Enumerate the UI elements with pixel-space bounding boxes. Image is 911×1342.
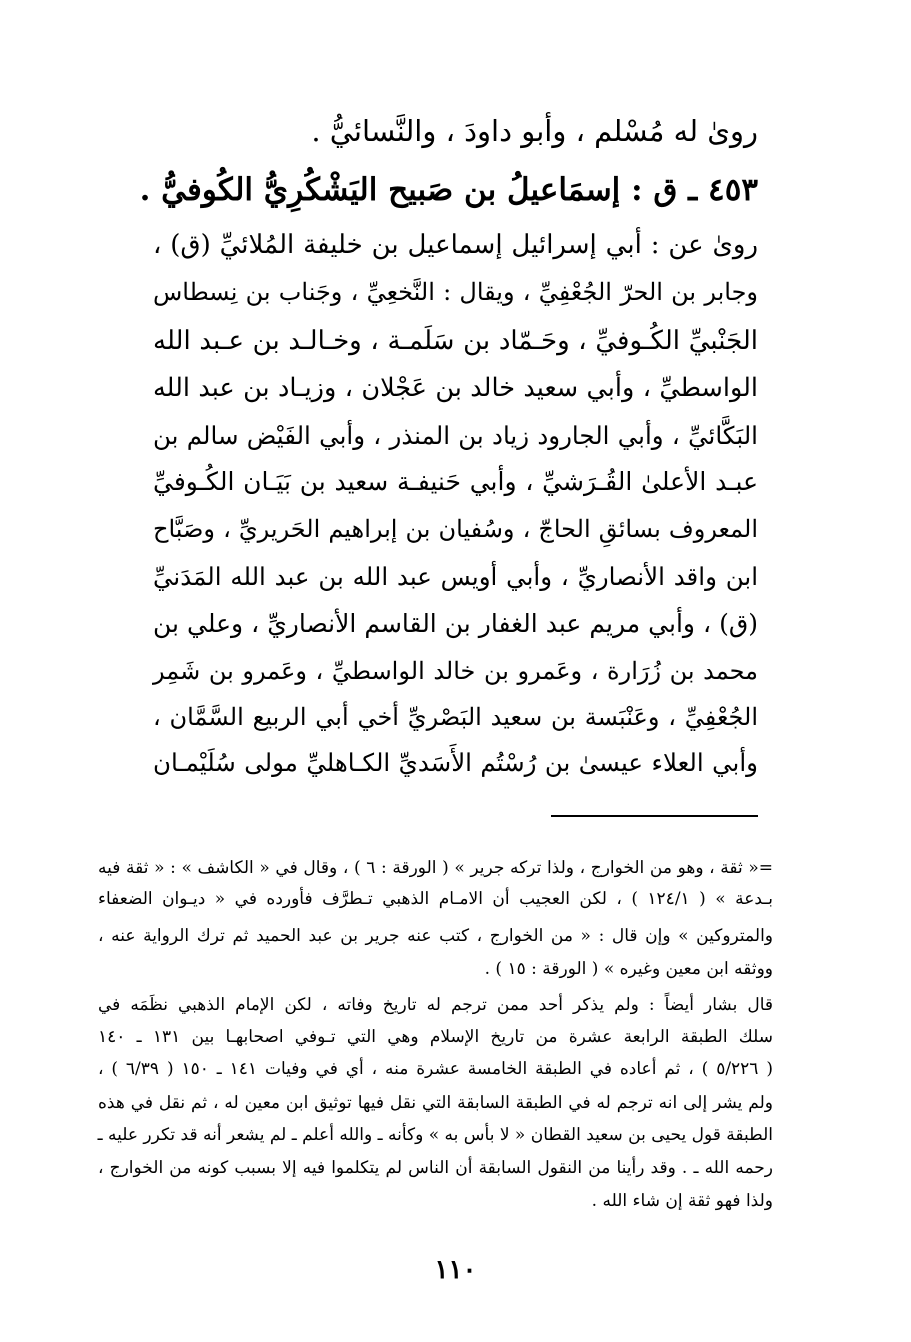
footnote-divider — [551, 815, 758, 817]
body-line-8: عبـد الأعلىٰ القُـرَشيِّ ، وأبي حَنيفـة سعيد بن بَيَـان الكُـوفيِّ — [153, 467, 758, 496]
page-number: ١١٠ — [434, 1255, 477, 1285]
body-line-1: روىٰ له مُسْلم ، وأبو داودَ ، والنَّسائيُّ . — [311, 114, 758, 148]
body-line-13: الجُعْفِيِّ ، وعَنْبَسة بن سعيد البَصْريِّ أخي أبي الربيع السَّمَّان ، — [153, 703, 758, 731]
footnote-line-11: ولذا فهو ثقة إن شاء الله . — [591, 1191, 773, 1211]
body-line-11: (ق) ، وأبي مريم عبد الغفار بن القاسم الأنصاريِّ ، وعلي بن — [153, 609, 758, 638]
footnote-line-6: سلك الطبقة الرابعة عشرة من تاريخ الإسلام وهي التي تـوفي اصحابهـا بين ١٣١ ـ ١٤٠ — [98, 1027, 773, 1047]
footnote-line-2: بـدعة » ( ١٢٤/١ ) ، لكن العجيب أن الامـام الذهبي تـطرَّف فأورده في « ديـوان الضعفاء — [98, 889, 773, 909]
footnote-line-4: ووثقه ابن معين وغيره » ( الورقة : ١٥ ) . — [484, 959, 773, 979]
body-line-7: البَكَّائيِّ ، وأبي الجارود زياد بن المنذر ، وأبي الفَيْض سالم بن — [153, 421, 758, 450]
body-line-5: الجَنْبيِّ الكُـوفيِّ ، وحَـمّاد بن سَلَمـة ، وخـالـد بن عـبد الله — [153, 326, 758, 356]
body-line-14: وأبي العلاء عيسىٰ بن رُسْتُم الأَسَديِّ الكـاهليِّ مولى سُلَيْمـان — [153, 748, 758, 777]
footnote-line-1: =« ثقة ، وهو من الخوارج ، ولذا تركه جرير » ( الورقة : ٦ ) ، وقال في « الكاشف » : « ثقة فيه — [98, 858, 773, 878]
body-line-4: وجابر بن الحرّ الجُعْفِيِّ ، ويقال : النَّخعِيِّ ، وجَناب بن نِسطاس — [153, 278, 758, 306]
footnote-line-3: والمتروكين » وإن قال : « من الخوارج ، كتب عنه جرير بن عبد الحميد ثم ترك الرواية عنه ، — [98, 926, 773, 946]
body-line-6: الواسطيِّ ، وأبي سعيد خالد بن عَجْلان ، وزيـاد بن عبد الله — [153, 373, 758, 403]
footnote-line-8: ولم يشر إلى انه ترجم له في الطبقة السابقة التي نقل فيها توثيق ابن معين له ، ثم نقل في هذه — [98, 1093, 773, 1113]
body-line-9: المعروف بسائقِ الحاجّ ، وسُفيان بن إبراهيم الحَريريِّ ، وصَبَّاح — [153, 515, 758, 543]
footnote-line-7: ( ٥/٢٢٦ ) ، ثم أعاده في الطبقة الخامسة عشرة منه ، أي في وفيات ١٤١ ـ ١٥٠ ( ٦/٣٩ ) ، — [98, 1059, 773, 1079]
footnote-line-10: رحمه الله ـ . وقد رأينا من النقول السابقة أن الناس لم يتكلموا فيه إلا بسبب كونه من الخوارج ، — [98, 1158, 773, 1178]
footnote-line-9: الطبقة قول يحيى بن سعيد القطان « لا بأس به » وكأنه ـ والله أعلم ـ لم يشعر أنه قد تكرر عليه ـ — [97, 1125, 773, 1145]
footnote-line-5: قال بشار أيضاً : ولم يذكر أحد ممن ترجم له تاريخ وفاته ، لكن الإمام الذهبي نظَمَه في — [98, 995, 773, 1015]
body-line-10: ابن واقد الأنصاريِّ ، وأبي أويس عبد الله بن عبد الله المَدَنيِّ — [153, 562, 758, 591]
body-line-12: محمد بن زُرَارة ، وعَمرو بن خالد الواسطيِّ ، وعَمرو بن شَمِر — [153, 657, 758, 685]
entry-heading: ٤٥٣ ـ ق : إسمَاعيلُ بن صَبيح اليَشْكُرِيُّ الكُوفيُّ . — [139, 172, 758, 208]
body-line-3: روىٰ عن : أبي إسرائيل إسماعيل بن خليفة المُلائيِّ (ق) ، — [153, 230, 758, 260]
